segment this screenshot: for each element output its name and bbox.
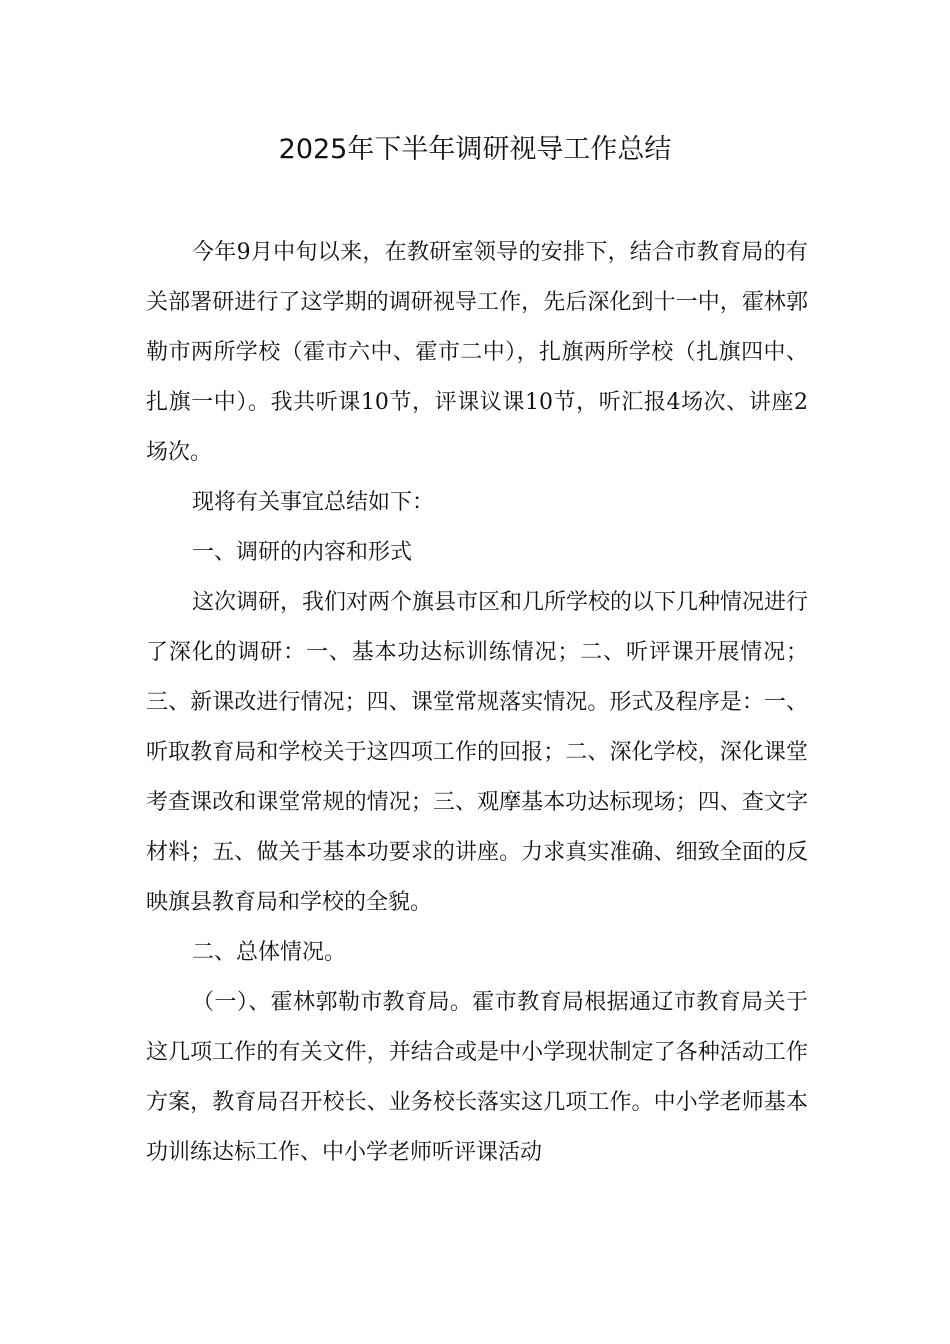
section-heading-overall: 二、总体情况。 [192, 940, 347, 965]
paragraph-summary-lead: 现将有关事宜总结如下： [192, 490, 435, 515]
document-title: 2025年下半年调研视导工作总结 [278, 134, 672, 165]
paragraph-intro: 今年9月中旬以来，在教研室领导的安排下，结合市教育局的有关部署研进行了这学期的调研视导工作，先后深化到十一中，霍林郭勒市两所学校（霍市六中、霍市二中），扎旗两所学校（扎旗四中、扎旗一中）。我共听课10节，评课议课10节，听汇报4场次、讲座2场次。 [146, 240, 808, 465]
paragraph-huolinguole: （一）、霍林郭勒市教育局。霍市教育局根据通辽市教育局关于这几项工作的有关文件，并结合或是中小学现状制定了各种活动工作方案，教育局召开校长、业务校长落实这几项工作。中小学老师基本功训练达标工作、中小学老师听评课活动 [146, 990, 808, 1165]
section-heading-content-form: 一、调研的内容和形式 [192, 540, 413, 565]
paragraph-research-detail: 这次调研，我们对两个旗县市区和几所学校的以下几种情况进行了深化的调研：一、基本功达标训练情况；二、听评课开展情况；三、新课改进行情况；四、课堂常规落实情况。形式及程序是：一、听取教育局和学校关于这四项工作的回报；二、深化学校，深化课堂考查课改和课堂常规的情况；三、观摩基本功达标现场；四、查文字材料；五、做关于基本功要求的讲座。力求真实准确、细致全面的反映旗县教育局和学校的全貌。 [146, 590, 809, 915]
document-body [146, 228, 808, 1178]
